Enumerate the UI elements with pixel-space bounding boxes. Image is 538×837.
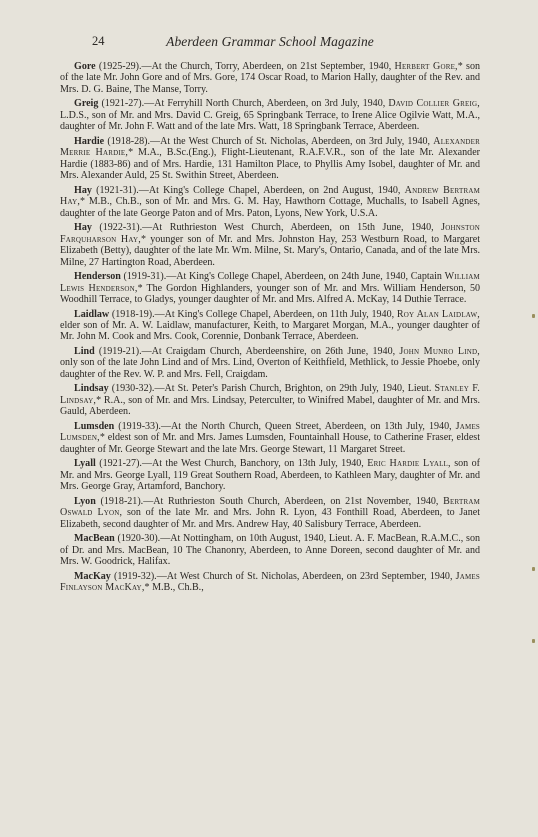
marriage-entries [60, 61, 480, 594]
marriage-entry [60, 271, 480, 305]
marriage-entry [60, 61, 480, 95]
entry-surname: Hay [74, 222, 92, 234]
entry-text: * M.B., Ch.B., [144, 582, 204, 594]
entry-years: (1921-27). [98, 98, 145, 110]
entry-name-smallcaps: Bertram Oswald Lyon, [60, 495, 481, 519]
entry-text: son of the late Mr. and Mrs. John R. Lyon, 43 Fonthill Road, Aberdeen, to Janet Elizabeth, second daughter of Mr. and Mrs. Andrew Hay, 40 Salisbury Terrace, Aberdeen. [60, 507, 480, 530]
entry-years: (1919-31). [120, 271, 167, 283]
marriage-entry [60, 533, 480, 567]
entry-years: (1918-21). [95, 495, 144, 507]
entry-text: —At King's College Chapel, Aberdeen, on 11th July, 1940, [154, 308, 397, 320]
entry-text: —At the West Church, Banchory, on 13th July, 1940, [141, 458, 368, 470]
entry-text: L.D.S., son of Mr. and Mrs. David C. Greig, 65 Springbank Terrace, to Irene Alice Ogilvie Watt, M.A., daughter of Mr. John F. Watt and of the late Mrs. Watt, 18 Springbank Terrace, Aberdeen. [60, 109, 480, 133]
entry-name-smallcaps: James Lumsden, [60, 420, 481, 444]
entry-text: —At King's College Chapel, Aberdeen, on 2nd August, 1940, [138, 184, 405, 196]
entry-name-smallcaps: James Finlayson MacKay, [60, 570, 480, 594]
entry-text: * son of the late Mr. John Gore and of Mrs. Gore, 174 Oscar Road, to Marion Hally, daughter of the Rev. and Mrs. D. G. Baine, The Manse, Torry. [60, 61, 480, 95]
entry-surname: Lyon [74, 495, 96, 507]
running-title: Aberdeen Grammar School Magazine [166, 34, 374, 49]
margin-mark [532, 314, 535, 318]
entry-name-smallcaps: Andrew Bertram Hay, [60, 184, 480, 208]
entry-text: —At Ferryhill North Church, Aberdeen, on 3rd July, 1940, [144, 98, 389, 110]
entry-text: —At the Church, Torry, Aberdeen, on 21st September, 1940, [141, 61, 395, 72]
marriage-entry [60, 496, 480, 530]
marriage-entry [60, 136, 480, 182]
marriage-entry [60, 421, 480, 455]
entry-name-smallcaps: Herbert Gore, [394, 61, 458, 72]
entry-surname: Henderson [74, 271, 121, 283]
entry-text: —At King's College Chapel, Aberdeen, on 24th June, 1940, Captain [166, 271, 445, 283]
marriage-entry [60, 222, 480, 268]
entry-surname: Lind [74, 346, 95, 358]
marriage-entry [60, 571, 480, 594]
marriage-entry [60, 458, 480, 492]
margin-mark [532, 639, 535, 643]
entry-surname: Lumsden [74, 420, 115, 432]
entry-surname: Hay [74, 184, 92, 196]
entry-years: (1919-21). [94, 346, 142, 358]
marriage-entry [60, 185, 480, 219]
entry-text: —At Ruthrieston West Church, Aberdeen, on 15th June, 1940, [142, 222, 442, 234]
entry-surname: Greig [74, 98, 99, 110]
entry-text: —At the West Church of St. Nicholas, Aberdeen, on 3rd July, 1940, [150, 135, 434, 147]
entry-years: (1922-31). [91, 222, 143, 234]
page-header [60, 34, 480, 56]
entry-text: —At West Church of St. Nicholas, Aberdeen, on 23rd September, 1940, [156, 570, 456, 582]
entry-text: elder son of Mr. A. W. Laidlaw, manufacturer, Keith, to Margaret Morgan, M.A., younger daughter of Mr. John M. Cook and Mrs. Cook, Corennie, Donbank Terrace, Aberdeen. [60, 319, 480, 343]
marriage-entry [60, 346, 480, 380]
marriage-entry [60, 98, 480, 132]
entry-text: —At Nottingham, on 10th August, 1940, Lieut. A. F. MacBean, R.A.M.C., son of Dr. and Mrs. MacBean, 10 The Chanonry, Aberdeen, to Anne Doreen, second daughter of Mr. and Mrs. W. Goodrick, Halifax. [60, 533, 480, 568]
entry-text: * M.B., Ch.B., son of Mr. and Mrs. G. M. Hay, Hawthorn Cottage, Muchalls, to Isabell Agnes, daughter of the late George Paton and of Mrs. Paton, Lyons, New York, U.S.A. [60, 196, 480, 219]
entry-name-smallcaps: John Munro Lind, [399, 346, 480, 358]
marriage-entry [60, 383, 480, 417]
entry-years: (1925-29). [95, 61, 142, 72]
entry-years: (1919-32). [110, 570, 157, 582]
entry-text: * M.A., B.Sc.(Eng.), Flight-Lieutenant, R.A.F.V.R., son of the late Mr. Alexander Hardie (1883-86) and of Mrs. Hardie, 131 Hamilton Place, to Phyllis Amy Isobel, daughter of Mr. and Mrs. Alexander Auld, 25 St. Swithin Street, Aberdeen. [60, 147, 480, 182]
entry-text: * R.A., son of Mr. and Mrs. Lindsay, Peterculter, to Winifred Mabel, daughter of Mr. and Mrs. Gauld, Aberdeen. [60, 394, 480, 418]
entry-surname: Hardie [74, 135, 105, 147]
entry-surname: MacBean [74, 533, 115, 545]
entry-years: (1918-28). [104, 135, 151, 147]
entry-surname: Lindsay [74, 383, 109, 395]
entry-surname: Lyall [74, 458, 96, 470]
entry-name-smallcaps: Stanley F. Lindsay, [60, 383, 480, 406]
entry-surname: Laidlaw [74, 308, 110, 320]
entry-text: only son of the late John Lind and of Mrs. Lind, Overton of Keithfield, Methlick, to Jessie Phoebe, only daughter of the Rev. W. P. and Mrs. Fell, Craigdam. [60, 357, 480, 380]
entry-name-smallcaps: Roy Alan Laidlaw, [396, 308, 481, 320]
entry-years: (1930-32). [108, 383, 155, 395]
marriage-entry [60, 309, 480, 343]
entry-text: —At St. Peter's Parish Church, Brighton, on 29th July, 1940, Lieut. [154, 383, 435, 395]
entry-text: * younger son of Mr. and Mrs. Johnston Hay, 253 Westburn Road, to Margaret Elizabeth (Betty), daughter of the late Mr. Wm. Milne, St. Mary's, Ontario, Canada, and of the late Mrs. Milne, 27 Hartington Road, Aberdeen. [60, 233, 480, 268]
page-number: 24 [92, 34, 105, 48]
entry-surname: Gore [74, 61, 96, 72]
entry-text: son of Mr. and Mrs. George Lyall, 119 Great Southern Road, Aberdeen, to Kathleen Mary, daughter of Mr. and Mrs. George Gray, Artamford, Banchory. [60, 458, 480, 493]
entry-years: (1919-33). [114, 420, 161, 432]
entry-years: (1918-19). [109, 308, 155, 320]
entry-name-smallcaps: David Collier Greig, [388, 98, 481, 110]
margin-mark [532, 567, 535, 571]
entry-years: (1921-27). [95, 458, 142, 470]
entry-text: * The Gordon Highlanders, younger son of Mr. and Mrs. William Henderson, 50 Woodhill Terrace, to Gladys, younger daughter of Mr. and Mrs. Alfred A. McKay, 14 Duthie Terrace. [60, 282, 480, 305]
entry-text: —At the North Church, Queen Street, Aberdeen, on 13th July, 1940, [160, 420, 456, 432]
entry-name-smallcaps: Johnston Farquharson Hay, [60, 222, 480, 245]
entry-name-smallcaps: William Lewis Henderson, [60, 271, 480, 294]
entry-years: (1920-30). [114, 533, 161, 545]
entry-text: —At Craigdam Church, Aberdeenshire, on 26th June, 1940, [141, 346, 400, 358]
entry-years: (1921-31). [91, 184, 139, 196]
entry-surname: MacKay [74, 570, 111, 582]
entry-name-smallcaps: Alexander Merrie Hardie, [60, 135, 481, 159]
entry-text: * eldest son of Mr. and Mrs. James Lumsden, Fountainhall House, to Catherine Fraser, eldest daughter of Mr. George Stewart and the late Mrs. George Stewart, 11 Margaret Street. [60, 432, 480, 455]
entry-text: —At Ruthrieston South Church, Aberdeen, on 21st November, 1940, [143, 495, 444, 507]
entry-name-smallcaps: Eric Hardie Lyall, [367, 458, 451, 470]
